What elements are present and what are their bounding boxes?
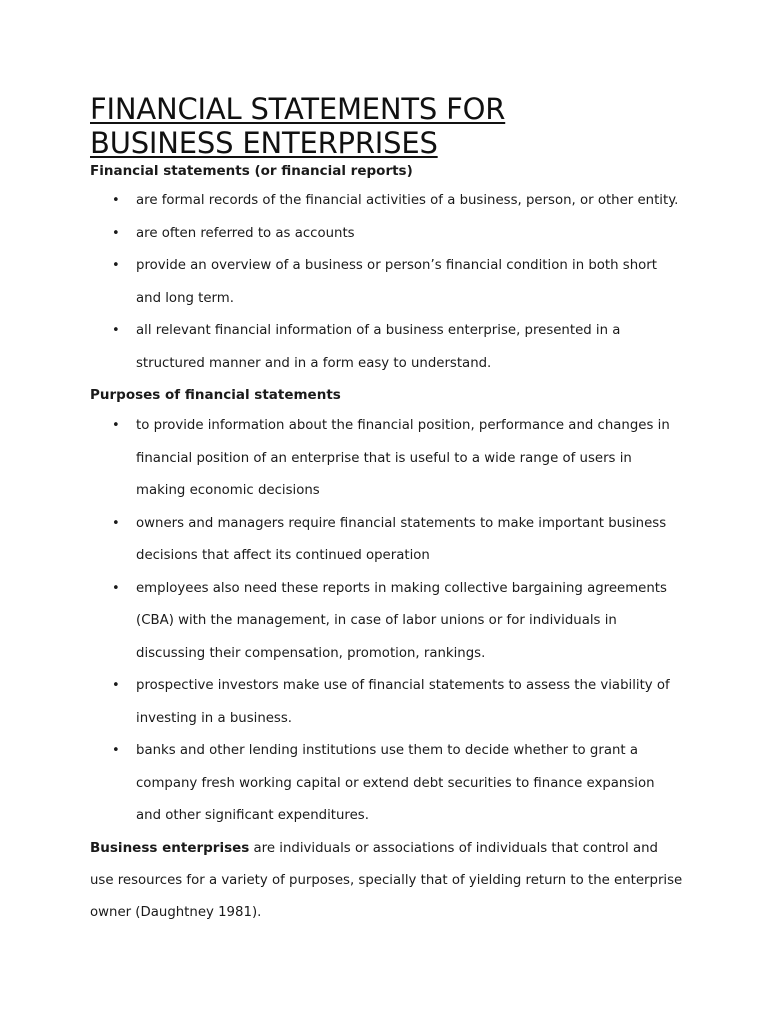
bullet-icon: • bbox=[112, 515, 120, 531]
definition-term: Business enterprises bbox=[90, 839, 250, 856]
list-item: • employees also need these reports in making collective bargaining agreements (CBA) with the management, in case of labor unions or for individuals in discussing their compensation, promotion, rankings. bbox=[90, 573, 690, 671]
bullet-icon: • bbox=[112, 580, 120, 596]
bullet-icon: • bbox=[112, 258, 120, 273]
bullet-icon: • bbox=[112, 323, 120, 338]
definition-line: use resources for a variety of purposes, specially that of yielding return to the enterprise bbox=[90, 872, 683, 888]
list-item: • to provide information about the financial position, performance and changes in financial position of an enterprise that is useful to a wide range of users in making economic decisions bbox=[90, 410, 690, 508]
section-heading-financial-statements: Financial statements (or financial reports) bbox=[90, 163, 413, 179]
title-line-2: BUSINESS ENTERPRISES bbox=[90, 126, 438, 160]
bullet-icon: • bbox=[112, 193, 120, 208]
bullet-icon: • bbox=[112, 743, 120, 758]
document-title bbox=[90, 92, 690, 160]
list-item: • are formal records of the financial activities of a business, person, or other entity. bbox=[90, 185, 690, 218]
list-item: • owners and managers require financial statements to make important business decisions that affect its continued operation bbox=[90, 508, 690, 573]
bullet-icon: • bbox=[112, 678, 120, 693]
business-enterprises-definition bbox=[90, 832, 690, 929]
list-item: • banks and other lending institutions use them to decide whether to grant a company fresh working capital or extend debt securities to finance expansion and other significant expenditures. bbox=[90, 735, 690, 833]
section-heading-purposes: Purposes of financial statements bbox=[90, 387, 341, 403]
definition-line: owner (Daughtney 1981). bbox=[90, 904, 262, 920]
financial-statements-list bbox=[90, 185, 690, 380]
title-line-1: FINANCIAL STATEMENTS FOR bbox=[90, 92, 506, 126]
list-item: • all relevant financial information of a business enterprise, presented in a structured manner and in a form easy to understand. bbox=[90, 315, 690, 380]
definition-line: are individuals or associations of individuals that control and bbox=[249, 840, 658, 856]
document-page bbox=[90, 92, 690, 929]
purposes-list bbox=[90, 410, 690, 833]
list-item: • are often referred to as accounts bbox=[90, 218, 690, 251]
list-item: • prospective investors make use of financial statements to assess the viability of investing in a business. bbox=[90, 670, 690, 735]
list-item: • provide an overview of a business or person’s financial condition in both short and long term. bbox=[90, 250, 690, 315]
bullet-icon: • bbox=[112, 418, 120, 433]
bullet-icon: • bbox=[112, 225, 120, 241]
